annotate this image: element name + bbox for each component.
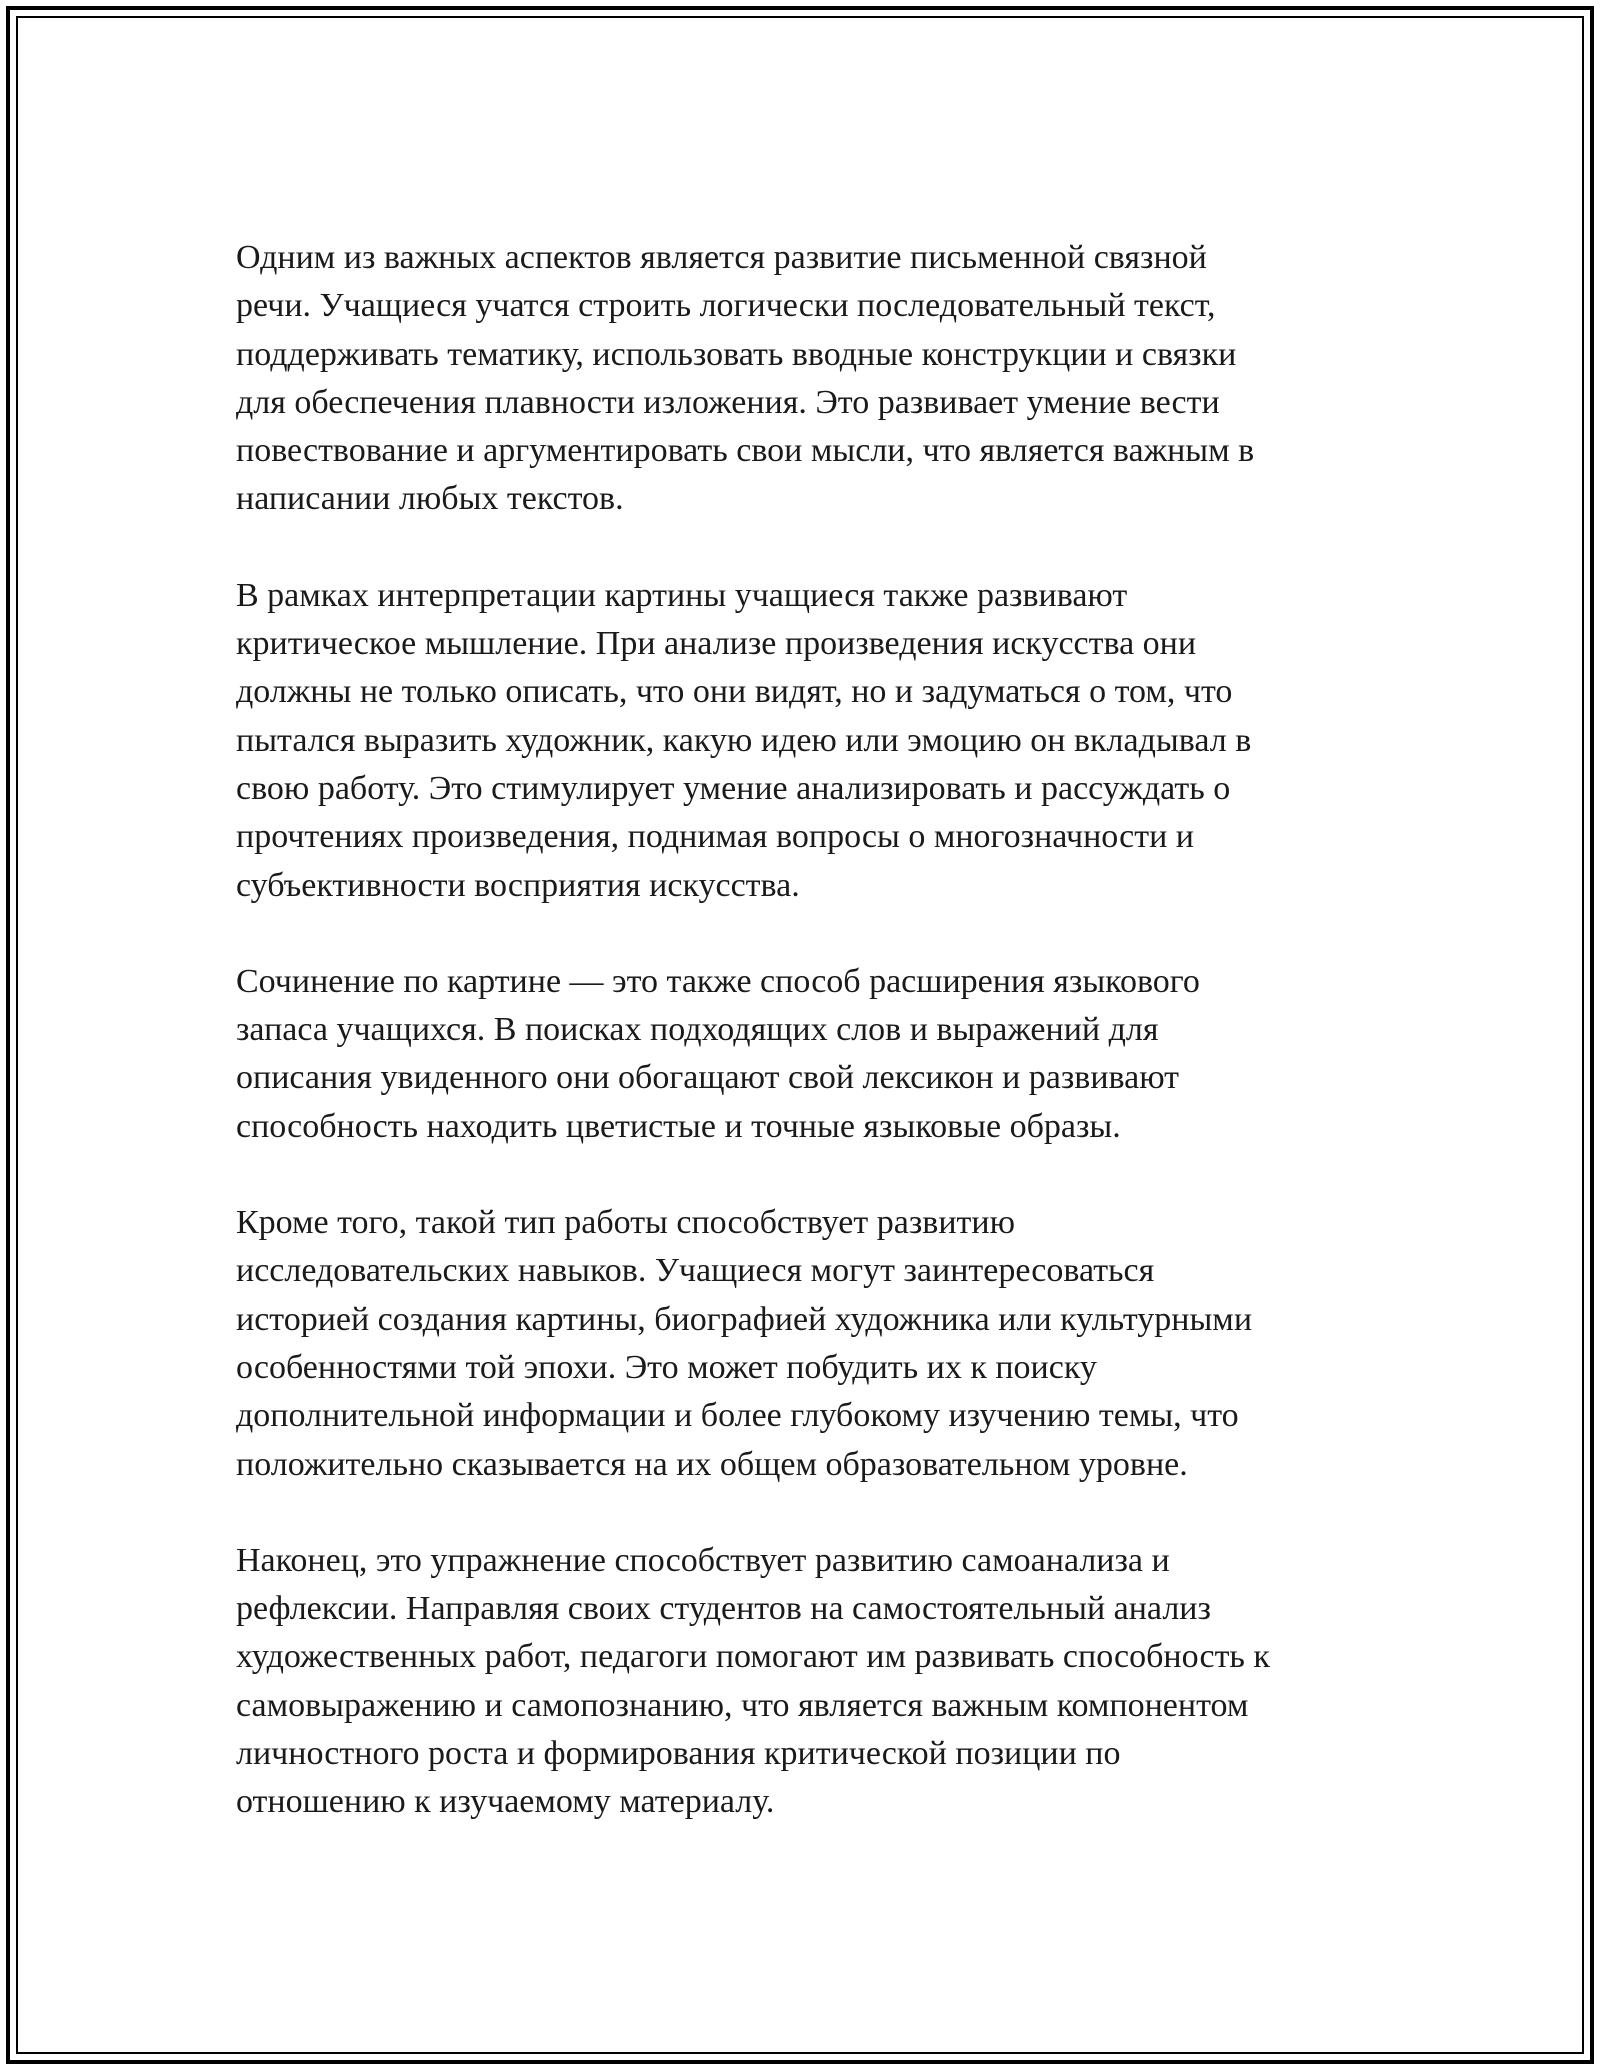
text-line: речи. Учащиеся учатся строить логически последовательный текст, bbox=[236, 287, 1216, 325]
text-line: исследовательских навыков. Учащиеся могут заинтересоваться bbox=[236, 1252, 1155, 1290]
text-line: субъективности восприятия искусства. bbox=[236, 866, 800, 904]
text-line: Наконец, это упражнение способствует развитию самоанализа и bbox=[236, 1541, 1170, 1579]
document-body bbox=[236, 234, 1376, 1875]
paragraph-1 bbox=[236, 234, 1376, 524]
text-line: особенностями той эпохи. Это может побудить их к поиску bbox=[236, 1348, 1097, 1386]
text-line: критическое мышление. При анализе произведения искусства они bbox=[236, 625, 1197, 663]
text-line: написании любых текстов. bbox=[236, 480, 624, 518]
text-line: художественных работ, педагоги помогают им развивать способность к bbox=[236, 1638, 1270, 1676]
text-line: свою работу. Это стимулирует умение анализировать и рассуждать о bbox=[236, 769, 1231, 807]
text-line: Сочинение по картине — это также способ расширения языкового bbox=[236, 962, 1200, 1000]
text-line: Одним из важных аспектов является развитие письменной связной bbox=[236, 239, 1207, 276]
paragraph-4 bbox=[236, 1199, 1376, 1489]
text-line: историей создания картины, биографией художника или культурными bbox=[236, 1300, 1253, 1338]
text-line: способность находить цветистые и точные языковые образы. bbox=[236, 1107, 1121, 1145]
text-line: самовыражению и самопознанию, что является важным компонентом bbox=[236, 1686, 1249, 1724]
text-line: повествование и аргументировать свои мысли, что является важным в bbox=[236, 432, 1255, 470]
text-line: описания увиденного они обогащают свой лексикон и развивают bbox=[236, 1059, 1180, 1097]
text-line: поддерживать тематику, использовать вводные конструкции и связки bbox=[236, 335, 1237, 373]
text-line: дополнительной информации и более глубокому изучению темы, что bbox=[236, 1397, 1239, 1435]
text-line: личностного роста и формирования критической позиции по bbox=[236, 1735, 1121, 1773]
text-line: для обеспечения плавности изложения. Это развивает умение вести bbox=[236, 383, 1220, 421]
paragraph-3 bbox=[236, 958, 1376, 1151]
text-line: пытался выразить художник, какую идею или эмоцию он вкладывал в bbox=[236, 721, 1252, 759]
text-line: должны не только описать, что они видят, но и задуматься о том, что bbox=[236, 673, 1233, 711]
text-line: положительно сказывается на их общем образовательном уровне. bbox=[236, 1445, 1188, 1483]
text-line: запаса учащихся. В поисках подходящих слов и выражений для bbox=[236, 1011, 1159, 1049]
text-line: прочтениях произведения, поднимая вопросы о многозначности и bbox=[236, 818, 1194, 856]
paragraph-5 bbox=[236, 1537, 1376, 1827]
paragraph-2 bbox=[236, 572, 1376, 910]
text-line: рефлексии. Направляя своих студентов на самостоятельный анализ bbox=[236, 1590, 1211, 1628]
text-line: В рамках интерпретации картины учащиеся также развивают bbox=[236, 576, 1128, 614]
text-line: Кроме того, такой тип работы способствует развитию bbox=[236, 1204, 1015, 1242]
text-line: отношению к изучаемому материалу. bbox=[236, 1783, 775, 1821]
